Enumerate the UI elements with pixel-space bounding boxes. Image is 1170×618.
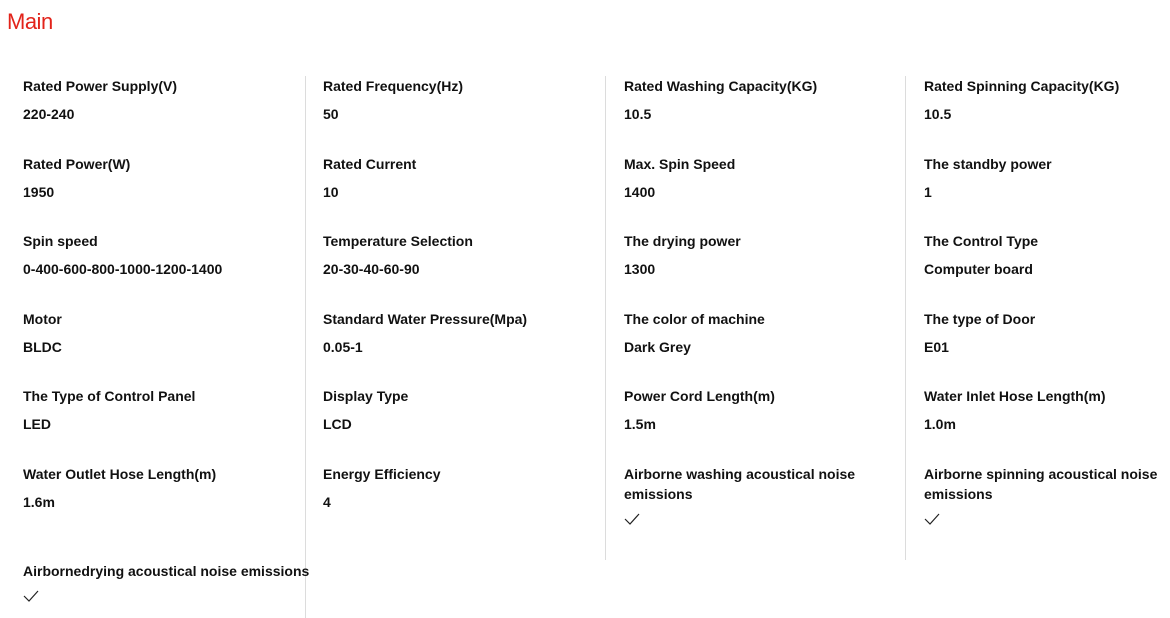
spec-label: The standby power xyxy=(924,156,1052,172)
spec-rated-frequency xyxy=(323,76,623,124)
check-icon xyxy=(23,590,39,602)
spec-door-type xyxy=(924,309,1170,357)
spec-rated-power-supply xyxy=(23,76,323,124)
spec-label: The type of Door xyxy=(924,311,1036,327)
spec-column-3 xyxy=(605,76,906,560)
spec-value: Computer board xyxy=(924,261,1033,277)
spec-label: Rated Power Supply(V) xyxy=(23,78,178,94)
spec-label: Water Inlet Hose Length(m) xyxy=(924,388,1106,404)
spec-label: Max. Spin Speed xyxy=(624,156,736,172)
spec-label: Rated Frequency(Hz) xyxy=(323,78,464,94)
spec-label: The color of machine xyxy=(624,311,765,327)
spec-machine-color xyxy=(624,309,924,357)
spec-value: 10 xyxy=(323,184,339,200)
spec-value: BLDC xyxy=(23,339,62,355)
spec-label: Water Outlet Hose Length(m) xyxy=(23,466,217,482)
spec-value: 10.5 xyxy=(624,106,652,122)
spec-column-1 xyxy=(23,76,310,618)
spec-label: Standard Water Pressure(Mpa) xyxy=(323,311,528,327)
spec-label: Rated Spinning Capacity(KG) xyxy=(924,78,1120,94)
spec-spinning-noise-emissions xyxy=(924,464,1170,525)
spec-value: 4 xyxy=(323,494,331,510)
spec-spin-speed xyxy=(23,231,323,279)
spec-label: Energy Efficiency xyxy=(323,466,441,482)
spec-label: The drying power xyxy=(624,233,741,249)
spec-value: 1.0m xyxy=(924,416,956,432)
spec-value: 1.5m xyxy=(624,416,656,432)
spec-value: LCD xyxy=(323,416,352,432)
spec-label: Motor xyxy=(23,311,62,327)
spec-value: Dark Grey xyxy=(624,339,691,355)
spec-value: LED xyxy=(23,416,51,432)
spec-label: The Type of Control Panel xyxy=(23,388,196,404)
spec-rated-spinning-capacity xyxy=(924,76,1170,124)
spec-label: Airborne spinning acoustical noise emissions xyxy=(924,466,1158,502)
spec-max-spin-speed xyxy=(624,154,924,202)
check-icon xyxy=(624,513,640,525)
spec-value: 1.6m xyxy=(23,494,55,510)
spec-value: 220-240 xyxy=(23,106,75,122)
spec-label: Rated Washing Capacity(KG) xyxy=(624,78,818,94)
spec-label: Rated Current xyxy=(323,156,417,172)
spec-column-4 xyxy=(905,76,1164,560)
spec-label: Airborne washing acoustical noise emissions xyxy=(624,466,856,502)
spec-water-inlet-hose-length xyxy=(924,386,1170,434)
spec-value: 1300 xyxy=(624,261,656,277)
spec-label: Temperature Selection xyxy=(323,233,473,249)
spec-label: Power Cord Length(m) xyxy=(624,388,775,404)
spec-drying-noise-emissions xyxy=(23,561,323,602)
spec-control-panel-type xyxy=(23,386,323,434)
spec-value: 1400 xyxy=(624,184,656,200)
section-title: Main xyxy=(7,9,53,34)
spec-temperature-selection xyxy=(323,231,623,279)
spec-value: 0-400-600-800-1000-1200-1400 xyxy=(23,261,223,277)
spec-motor xyxy=(23,309,323,357)
check-icon xyxy=(924,513,940,525)
spec-washing-noise-emissions xyxy=(624,464,924,525)
spec-standby-power xyxy=(924,154,1170,202)
spec-label: Display Type xyxy=(323,388,409,404)
spec-label: The Control Type xyxy=(924,233,1039,249)
spec-rated-current xyxy=(323,154,623,202)
spec-drying-power xyxy=(624,231,924,279)
spec-display-type xyxy=(323,386,623,434)
spec-value: 1950 xyxy=(23,184,55,200)
spec-rated-power xyxy=(23,154,323,202)
spec-label: Airbornedrying acoustical noise emissions xyxy=(23,563,310,579)
spec-power-cord-length xyxy=(624,386,924,434)
spec-value: 20-30-40-60-90 xyxy=(323,261,420,277)
spec-control-type xyxy=(924,231,1170,279)
spec-value: 1 xyxy=(924,184,932,200)
spec-energy-efficiency xyxy=(323,464,623,512)
spec-value: 50 xyxy=(323,106,339,122)
spec-water-outlet-hose-length xyxy=(23,464,323,512)
spec-rated-washing-capacity xyxy=(624,76,924,124)
spec-value: E01 xyxy=(924,339,949,355)
spec-water-pressure xyxy=(323,309,623,357)
spec-label: Rated Power(W) xyxy=(23,156,131,172)
spec-value: 0.05-1 xyxy=(323,339,363,355)
spec-label: Spin speed xyxy=(23,233,98,249)
spec-value: 10.5 xyxy=(924,106,952,122)
spec-column-2 xyxy=(323,76,605,560)
